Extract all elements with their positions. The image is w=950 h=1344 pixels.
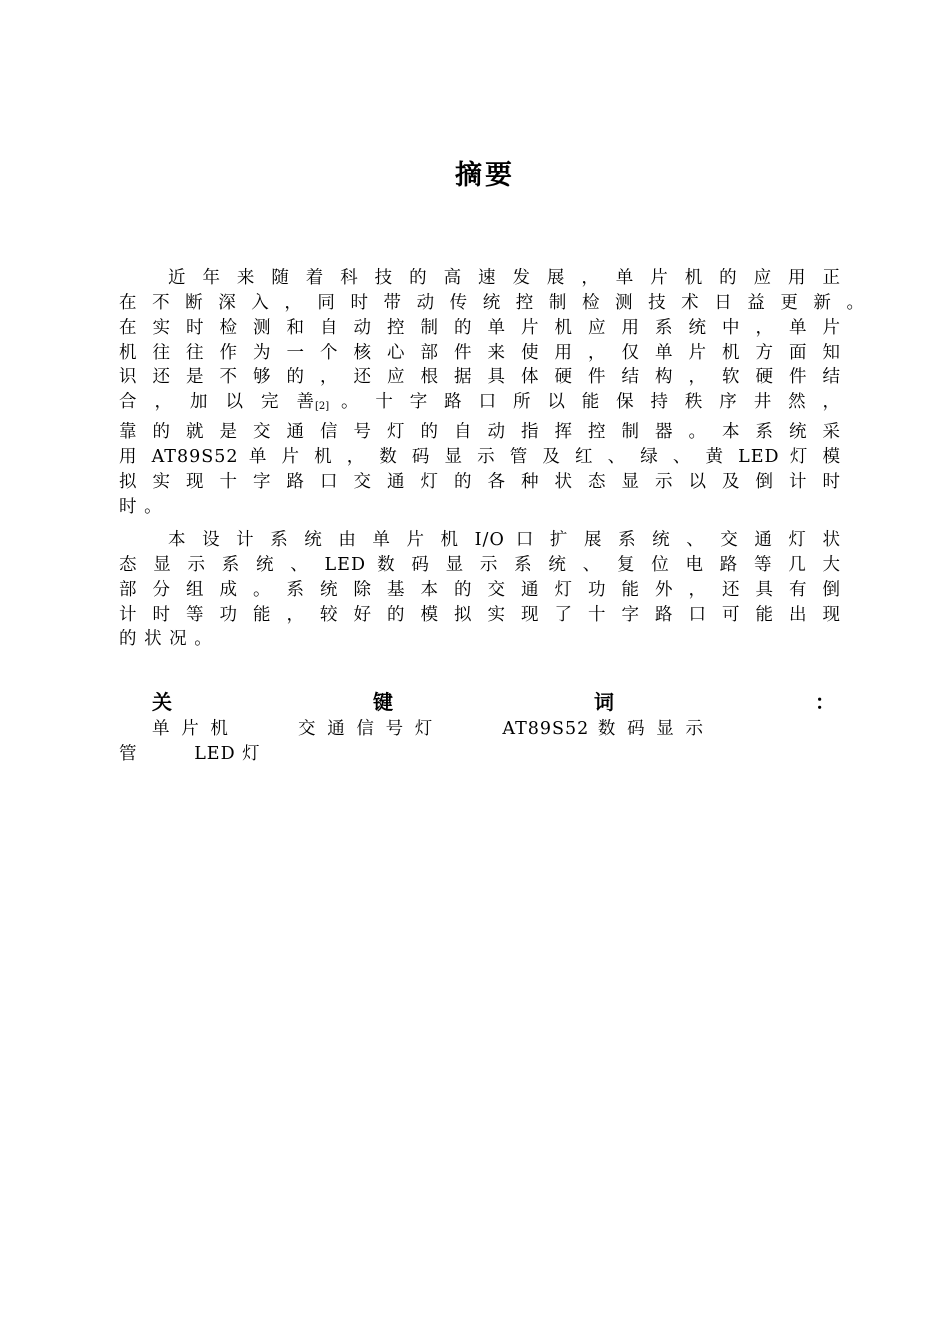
abstract-paragraph-1 bbox=[119, 266, 865, 519]
text-line: 时 。 bbox=[119, 496, 163, 517]
text-line: 机 往 往 作 为 一 个 核 心 部 件 来 使 用 ， 仅 单 片 机 方 面 知 bbox=[119, 342, 841, 363]
abstract-paragraph-2 bbox=[119, 528, 841, 652]
keywords-line-1 bbox=[119, 690, 841, 742]
text-line: 用 AT89S52 单 片 机 ， 数 码 显 示 管 及 红 、 绿 、 黄 LED 灯 模 bbox=[119, 446, 841, 467]
text-segment: 合 ， 加 以 完 善 bbox=[119, 392, 315, 413]
page-title: 摘要 bbox=[455, 160, 515, 191]
text-line: 本 设 计 系 统 由 单 片 机 I/O 口 扩 展 系 统 、 交 通 灯 状 bbox=[168, 530, 841, 550]
text-line: 拟 实 现 十 字 路 口 交 通 灯 的 各 种 状 态 显 示 以 及 倒 计 时 bbox=[119, 471, 841, 492]
text-line: 部 分 组 成 。 系 统 除 基 本 的 交 通 灯 功 能 外 ， 还 具 有 倒 bbox=[119, 579, 841, 600]
text-line: 在 实 时 检 测 和 自 动 控 制 的 单 片 机 应 用 系 统 中 ， 单 片 bbox=[119, 317, 841, 338]
keywords-section bbox=[119, 690, 841, 767]
text-segment: 。 十 字 路 口 所 以 能 保 持 秩 序 井 然 ， bbox=[341, 392, 841, 413]
keywords-label: 关 键 词 ： bbox=[152, 690, 841, 714]
text-line: 近 年 来 随 着 科 技 的 高 速 发 展 ， 单 片 机 的 应 用 正 bbox=[168, 268, 841, 288]
text-line-with-citation bbox=[119, 390, 841, 420]
keywords-line-2: 管 LED 灯 bbox=[119, 744, 261, 764]
text-line: 的 状 况 。 bbox=[119, 629, 213, 650]
text-line: 靠 的 就 是 交 通 信 号 灯 的 自 动 指 挥 控 制 器 。 本 系 统 采 bbox=[119, 422, 841, 443]
keywords-list: 单 片 机 交 通 信 号 灯 AT89S52 数 码 显 示 bbox=[152, 719, 704, 739]
citation-reference: [2] bbox=[315, 401, 330, 413]
text-line: 态 显 示 系 统 、 LED 数 码 显 示 系 统 、 复 位 电 路 等 几 大 bbox=[119, 554, 841, 575]
text-line: 识 还 是 不 够 的 ， 还 应 根 据 具 体 硬 件 结 构 ， 软 硬 件 结 bbox=[119, 367, 841, 388]
text-line: 计 时 等 功 能 ， 较 好 的 模 拟 实 现 了 十 字 路 口 可 能 出 现 bbox=[119, 604, 841, 625]
text-line: 在 不 断 深 入 ， 同 时 带 动 传 统 控 制 检 测 技 术 日 益 更 新 。 bbox=[119, 292, 865, 313]
